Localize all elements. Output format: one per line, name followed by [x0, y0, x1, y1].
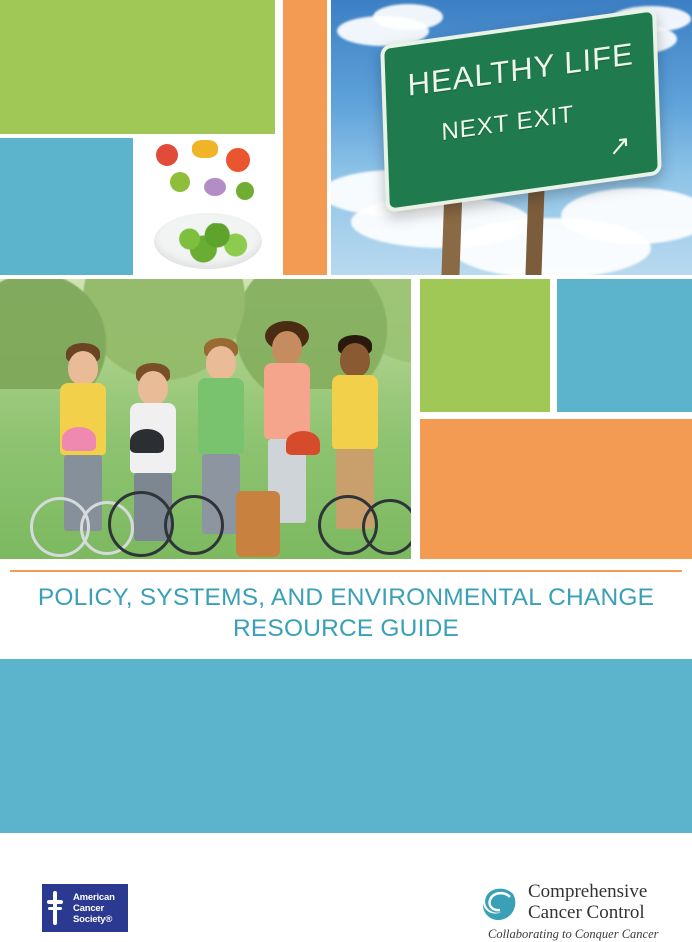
shirt [332, 375, 378, 449]
children-with-bikes-photo [0, 279, 411, 559]
tomato-slice [156, 144, 178, 166]
skateboard [236, 491, 280, 557]
american-cancer-society-logo [42, 884, 128, 932]
head [206, 346, 236, 380]
head [340, 343, 370, 377]
orange-color-bar-top [283, 0, 327, 275]
cloud-shape [451, 218, 651, 275]
road-sign-photo [331, 0, 692, 275]
bicycle-wheel [164, 495, 224, 555]
acs-logo-line-1: American [73, 891, 115, 903]
onion-ring [204, 178, 226, 196]
helmet [130, 429, 164, 453]
ccc-logo-line-1: Comprehensive [528, 881, 648, 902]
footer [0, 833, 692, 942]
orange-color-block-right [420, 419, 692, 559]
page-title-line-2: RESOURCE GUIDE [232, 615, 460, 642]
acs-logo-line-3: Society® [73, 913, 113, 925]
green-color-block-middle [420, 279, 550, 412]
shirt [198, 378, 244, 454]
head [272, 331, 302, 365]
teal-color-block-left [0, 138, 133, 275]
acs-sword-panel [42, 884, 68, 932]
swirl-icon [480, 885, 522, 925]
bicycle [318, 477, 411, 555]
pepper-ring [192, 140, 218, 158]
cloud-shape [373, 4, 443, 30]
pepper-ring [226, 148, 250, 172]
head [68, 351, 98, 385]
green-color-block-top [0, 0, 275, 134]
sign-headline-text: HEALTHY LIFE [407, 36, 635, 103]
salad-greens [162, 223, 254, 263]
comprehensive-cancer-control-logo [480, 881, 659, 941]
arrow-up-right-icon: ↗ [608, 128, 632, 162]
acs-wordmark [68, 884, 128, 932]
bicycle [108, 475, 218, 555]
ccc-logo-line-2: Cancer Control [528, 902, 645, 923]
sign-subline-text: NEXT EXIT [440, 100, 575, 147]
head [138, 371, 168, 405]
vegetables-photo [140, 138, 275, 275]
ccc-tagline: Collaborating to Conquer Cancer [488, 927, 659, 941]
cucumber-slice [170, 172, 190, 192]
shirt [264, 363, 310, 439]
helmet [286, 431, 320, 455]
sword-icon [53, 891, 57, 925]
page-title-line-1: POLICY, SYSTEMS, AND ENVIRONMENTAL CHANGE [37, 584, 655, 611]
bicycle-wheel [362, 499, 411, 555]
helmet [62, 427, 96, 451]
acs-logo-line-2: Cancer [73, 902, 105, 914]
cucumber-slice [236, 182, 254, 200]
ccc-wordmark [528, 881, 647, 923]
teal-color-block-right [557, 279, 692, 412]
title-divider-rule [10, 570, 682, 572]
page-title [20, 582, 672, 644]
teal-banner-band [0, 659, 692, 833]
